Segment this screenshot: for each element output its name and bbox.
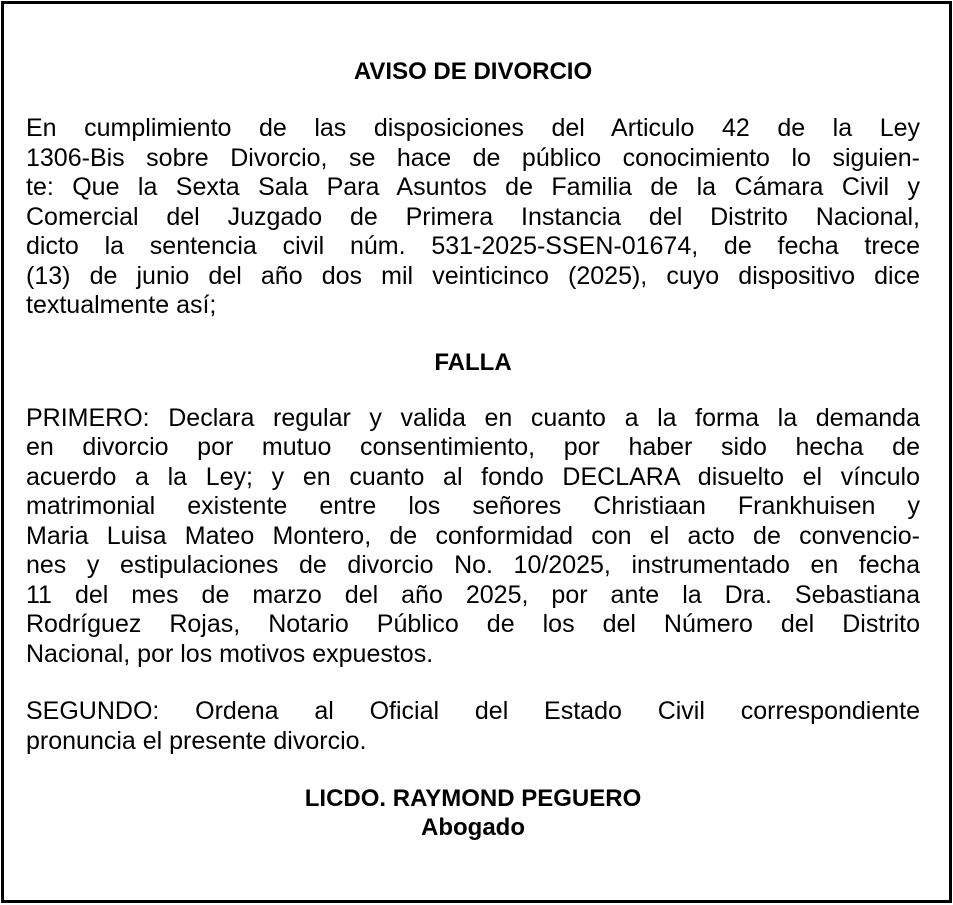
segundo-line: SEGUNDO: Ordena al Oficial del Estado Civil correspondiente (26, 697, 920, 725)
intro-line: dicto la sentencia civil núm. 531-2025-SSEN-01674, de fecha trece (26, 232, 920, 260)
segundo-paragraph (26, 697, 920, 756)
intro-line: En cumplimiento de las disposiciones del Articulo 42 de la Ley (26, 114, 920, 142)
intro-line: 1306-Bis sobre Divorcio, se hace de público conocimiento lo siguien- (26, 143, 920, 172)
primero-line: PRIMERO: Declara regular y valida en cuanto a la forma la demanda (26, 403, 920, 432)
falla-heading: FALLA (434, 348, 512, 376)
primero-paragraph (26, 404, 920, 670)
signature-block (26, 784, 920, 842)
signature-name: LICDO. RAYMOND PEGUERO (304, 785, 642, 812)
intro-line: textualmente así; (26, 291, 217, 319)
primero-line: en divorcio por mutuo consentimiento, por haber sido hecha de (26, 433, 920, 461)
primero-line: 11 del mes de marzo del año 2025, por ante la Dra. Sebastiana (26, 580, 920, 609)
segundo-line: pronuncia el presente divorcio. (26, 726, 367, 755)
primero-line: Rodríguez Rojas, Notario Público de los del Número del Distrito (26, 610, 920, 638)
primero-line: matrimonial existente entre los señores Christiaan Frankhuisen y (26, 492, 920, 520)
signature-role: Abogado (421, 814, 525, 841)
notice-content (26, 58, 920, 842)
primero-line: nes y estipulaciones de divorcio No. 10/2025, instrumentado en fecha (26, 551, 920, 579)
primero-line: acuerdo a la Ley; y en cuanto al fondo DECLARA disuelto el vínculo (26, 462, 920, 491)
intro-line: (13) de junio del año dos mil veinticinco (2025), cuyo dispositivo dice (26, 261, 920, 290)
intro-line: te: Que la Sexta Sala Para Asuntos de Familia de la Cámara Civil y (26, 173, 920, 201)
notice-title: AVISO DE DIVORCIO (353, 58, 593, 85)
intro-paragraph (26, 114, 920, 321)
intro-line: Comercial del Juzgado de Primera Instancia del Distrito Nacional, (26, 202, 920, 231)
primero-line: Nacional, por los motivos expuestos. (26, 639, 434, 668)
primero-line: Maria Luisa Mateo Montero, de conformidad con el acto de convencio- (26, 521, 920, 550)
